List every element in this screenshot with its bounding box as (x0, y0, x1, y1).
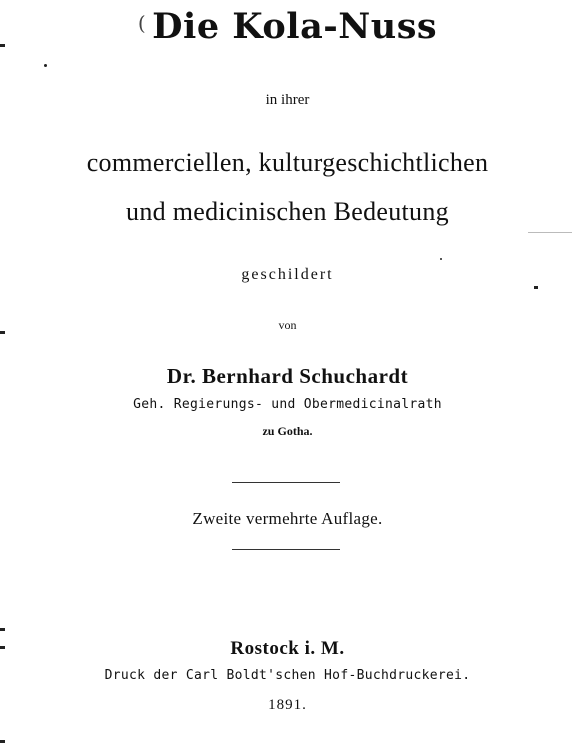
von-text: von (278, 318, 297, 332)
imprint-printer: Druck der Carl Boldt'schen Hof-Buchdruckerei. (104, 668, 471, 683)
subtitle-line-1: commerciellen, kulturgeschichtlichen (86, 148, 489, 177)
divider-bottom (232, 549, 340, 550)
edition-text: Zweite vermehrte Auflage. (192, 509, 383, 528)
scan-speck (534, 286, 538, 289)
geschildert-text: geschildert (241, 266, 334, 283)
scan-speck (44, 64, 47, 67)
title-bracket-mark: ( (137, 11, 147, 35)
edge-mark (0, 331, 5, 334)
title-text: Die Kola-Nuss (152, 6, 438, 47)
author-city: zu Gotha. (262, 424, 313, 438)
edge-mark (0, 44, 5, 47)
imprint-place: Rostock i. M. (230, 638, 345, 659)
subtitle-line-2: und medicinischen Bedeutung (126, 197, 449, 226)
edge-mark (0, 628, 5, 631)
author-rank: Geh. Regierungs- und Obermedicinalrath (133, 397, 442, 412)
edge-mark (0, 740, 5, 743)
scan-speck (440, 258, 442, 260)
author-name: Dr. Bernhard Schuchardt (166, 364, 409, 388)
edge-mark (0, 646, 5, 649)
book-title (0, 6, 575, 47)
divider-top (232, 482, 340, 483)
imprint-year: 1891. (268, 697, 307, 713)
scan-edge-line (528, 232, 572, 233)
in-ihrer-text: in ihrer (265, 92, 310, 108)
